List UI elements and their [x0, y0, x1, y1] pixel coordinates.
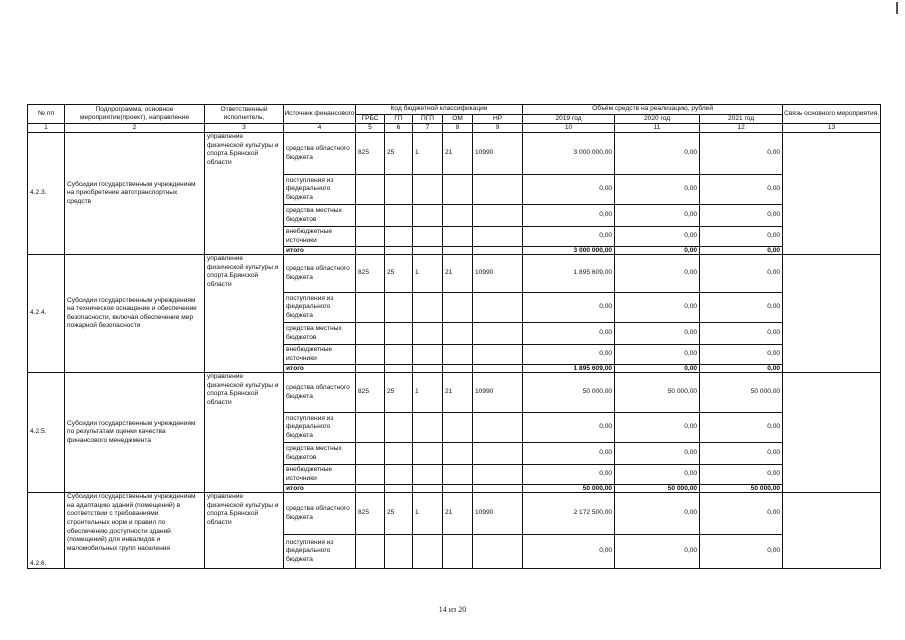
amount-2021: 0,00 — [700, 205, 783, 227]
header-row-1 — [28, 105, 881, 115]
amount-2019: 3 000 000,00 — [523, 133, 615, 175]
section-number: 4.2.5. — [28, 373, 65, 493]
link-cell — [783, 255, 881, 373]
amount-2020: 0,00 — [615, 133, 700, 175]
code-nr: 10990 — [473, 133, 523, 175]
source-total: итого — [284, 365, 356, 373]
table-row — [28, 255, 881, 293]
header-executor: Ответственный исполнитель, — [205, 105, 284, 124]
code-grbs: 825 — [356, 493, 385, 535]
source-extra: внебюджетные источники — [284, 465, 356, 485]
amount-2021: 0,00 — [700, 345, 783, 365]
executor-cell: управление физической культуры и спорта Брянской области — [205, 133, 284, 255]
code-nr: 10990 — [473, 255, 523, 293]
executor-cell: управление физической культуры и спорта Брянской области — [205, 255, 284, 373]
amount-2020: 0,00 — [615, 255, 700, 293]
amount-2021: 0,00 — [700, 255, 783, 293]
amount-2021: 0,00 — [700, 443, 783, 465]
header-program: Подпрограмма, основное мероприятие(проект), направление — [65, 105, 205, 124]
source-regional: средства областного бюджета — [284, 133, 356, 175]
source-local: средства местных бюджетов — [284, 443, 356, 465]
code-gp: 25 — [385, 133, 413, 175]
amount-2019: 0,00 — [523, 345, 615, 365]
code-nr: 10990 — [473, 373, 523, 413]
col-number: 8 — [443, 124, 473, 133]
executor-cell: управление физической культуры и спорта Брянской области — [205, 493, 284, 569]
code-gp: 25 — [385, 373, 413, 413]
amount-2019: 1 895 609,00 — [523, 255, 615, 293]
amount-2020: 0,00 — [615, 345, 700, 365]
source-local: средства местных бюджетов — [284, 323, 356, 345]
table-row — [28, 493, 881, 535]
amount-2020: 0,00 — [615, 293, 700, 323]
header-volume-group: Объём средств на реализацию, рублей — [523, 105, 783, 115]
source-extra: внебюджетные источники — [284, 345, 356, 365]
section-number: 4.2.4. — [28, 255, 65, 373]
executor-cell: управление физической культуры и спорта Брянской области — [205, 373, 284, 493]
amount-2021: 0,00 — [700, 293, 783, 323]
source-regional: средства областного бюджета — [284, 255, 356, 293]
source-regional: средства областного бюджета — [284, 493, 356, 535]
link-cell — [783, 133, 881, 255]
col-number: 12 — [700, 124, 783, 133]
section-number: 4.2.3. — [28, 133, 65, 255]
code-grbs: 825 — [356, 255, 385, 293]
amount-2021: 50 000,00 — [700, 373, 783, 413]
header-num: № пп — [28, 105, 65, 124]
amount-2020: 0,00 — [615, 413, 700, 443]
code-gp: 25 — [385, 493, 413, 535]
source-total: итого — [284, 247, 356, 255]
scan-edge-mark — [896, 2, 898, 14]
header-code-om: ОМ — [443, 114, 473, 124]
col-number: 4 — [284, 124, 356, 133]
budget-table-sheet — [27, 104, 880, 569]
header-code-pgp: ПГП — [413, 114, 443, 124]
total-2020: 0,00 — [615, 365, 700, 373]
source-local: средства местных бюджетов — [284, 205, 356, 227]
amount-2021: 0,00 — [700, 133, 783, 175]
total-2020: 0,00 — [615, 247, 700, 255]
col-number: 7 — [413, 124, 443, 133]
amount-2019: 0,00 — [523, 443, 615, 465]
code-om: 21 — [443, 133, 473, 175]
col-number: 10 — [523, 124, 615, 133]
code-om: 21 — [443, 373, 473, 413]
column-number-row — [28, 124, 881, 133]
amount-2021: 0,00 — [700, 413, 783, 443]
link-cell — [783, 373, 881, 493]
amount-2021: 0,00 — [700, 175, 783, 205]
total-2021: 0,00 — [700, 365, 783, 373]
section-title: Субсидии государственным учреждениям по результатам оценки качества финансового менеджмента — [65, 373, 205, 493]
section-title: Субсидии государственным учреждениям на техническое оснащение и обеспечение безопасности, включая обеспечение мер пожарной безопасности — [65, 255, 205, 373]
amount-2020: 0,00 — [615, 175, 700, 205]
col-number: 6 — [385, 124, 413, 133]
code-pgp: 1 — [413, 493, 443, 535]
code-gp: 25 — [385, 255, 413, 293]
header-code-group: Код бюджетной классификации — [356, 105, 523, 115]
amount-2020: 0,00 — [615, 535, 700, 569]
source-total: итого — [284, 485, 356, 493]
amount-2019: 0,00 — [523, 205, 615, 227]
total-2021: 0,00 — [700, 247, 783, 255]
section-number: 4.2.6. — [28, 493, 65, 569]
table-row — [28, 133, 881, 175]
code-pgp: 1 — [413, 133, 443, 175]
amount-2019: 0,00 — [523, 293, 615, 323]
amount-2020: 0,00 — [615, 493, 700, 535]
amount-2021: 0,00 — [700, 493, 783, 535]
header-year-2019: 2019 год — [523, 114, 615, 124]
code-grbs: 825 — [356, 373, 385, 413]
amount-2021: 0,00 — [700, 535, 783, 569]
header-year-2021: 2021 год — [700, 114, 783, 124]
col-number: 2 — [65, 124, 205, 133]
section-title: Субсидии государственным учреждениям на адаптацию зданий (помещений) в соответствии с требованиями строительных норм и правил по обеспечению доступности зданий (помещений) для инвалидов и маломобильных групп населения — [65, 493, 205, 569]
amount-2020: 0,00 — [615, 465, 700, 485]
code-grbs: 825 — [356, 133, 385, 175]
source-federal: поступления из федерального бюджета — [284, 535, 356, 569]
source-federal: поступления из федерального бюджета — [284, 413, 356, 443]
amount-2020: 50 000,00 — [615, 373, 700, 413]
total-2020: 50 000,00 — [615, 485, 700, 493]
header-code-grbs: ГРБС — [356, 114, 385, 124]
budget-table — [27, 104, 881, 569]
amount-2021: 0,00 — [700, 227, 783, 247]
amount-2019: 0,00 — [523, 323, 615, 345]
amount-2020: 0,00 — [615, 205, 700, 227]
col-number: 3 — [205, 124, 284, 133]
header-code-nr: НР — [473, 114, 523, 124]
col-number: 1 — [28, 124, 65, 133]
source-federal: поступления из федерального бюджета — [284, 175, 356, 205]
amount-2019: 2 172 500,00 — [523, 493, 615, 535]
col-number: 9 — [473, 124, 523, 133]
amount-2020: 0,00 — [615, 227, 700, 247]
header-link: Связь основного мероприятия, — [783, 105, 881, 124]
amount-2019: 0,00 — [523, 535, 615, 569]
code-om: 21 — [443, 255, 473, 293]
table-row — [28, 373, 881, 413]
amount-2020: 0,00 — [615, 323, 700, 345]
total-2021: 50 000,00 — [700, 485, 783, 493]
section-title: Субсидии государственным учреждениям на приобретение автотранспортных средств — [65, 133, 205, 255]
total-2019: 3 000 000,00 — [523, 247, 615, 255]
amount-2019: 50 000,00 — [523, 373, 615, 413]
page-number: 14 из 20 — [438, 605, 467, 614]
amount-2019: 0,00 — [523, 465, 615, 485]
amount-2019: 0,00 — [523, 413, 615, 443]
source-regional: средства областного бюджета — [284, 373, 356, 413]
amount-2019: 0,00 — [523, 175, 615, 205]
header-year-2020: 2020 год — [615, 114, 700, 124]
amount-2019: 0,00 — [523, 227, 615, 247]
source-federal: поступления из федерального бюджета — [284, 293, 356, 323]
link-cell — [783, 493, 881, 569]
col-number: 13 — [783, 124, 881, 133]
amount-2021: 0,00 — [700, 465, 783, 485]
code-om: 21 — [443, 493, 473, 535]
code-pgp: 1 — [413, 373, 443, 413]
total-2019: 50 000,00 — [523, 485, 615, 493]
total-2019: 1 895 609,00 — [523, 365, 615, 373]
amount-2021: 0,00 — [700, 323, 783, 345]
header-source: Источник финансового — [284, 105, 356, 124]
header-code-gp: ГП — [385, 114, 413, 124]
col-number: 5 — [356, 124, 385, 133]
code-pgp: 1 — [413, 255, 443, 293]
col-number: 11 — [615, 124, 700, 133]
source-extra: внебюджетные источники — [284, 227, 356, 247]
code-nr: 10990 — [473, 493, 523, 535]
amount-2020: 0,00 — [615, 443, 700, 465]
